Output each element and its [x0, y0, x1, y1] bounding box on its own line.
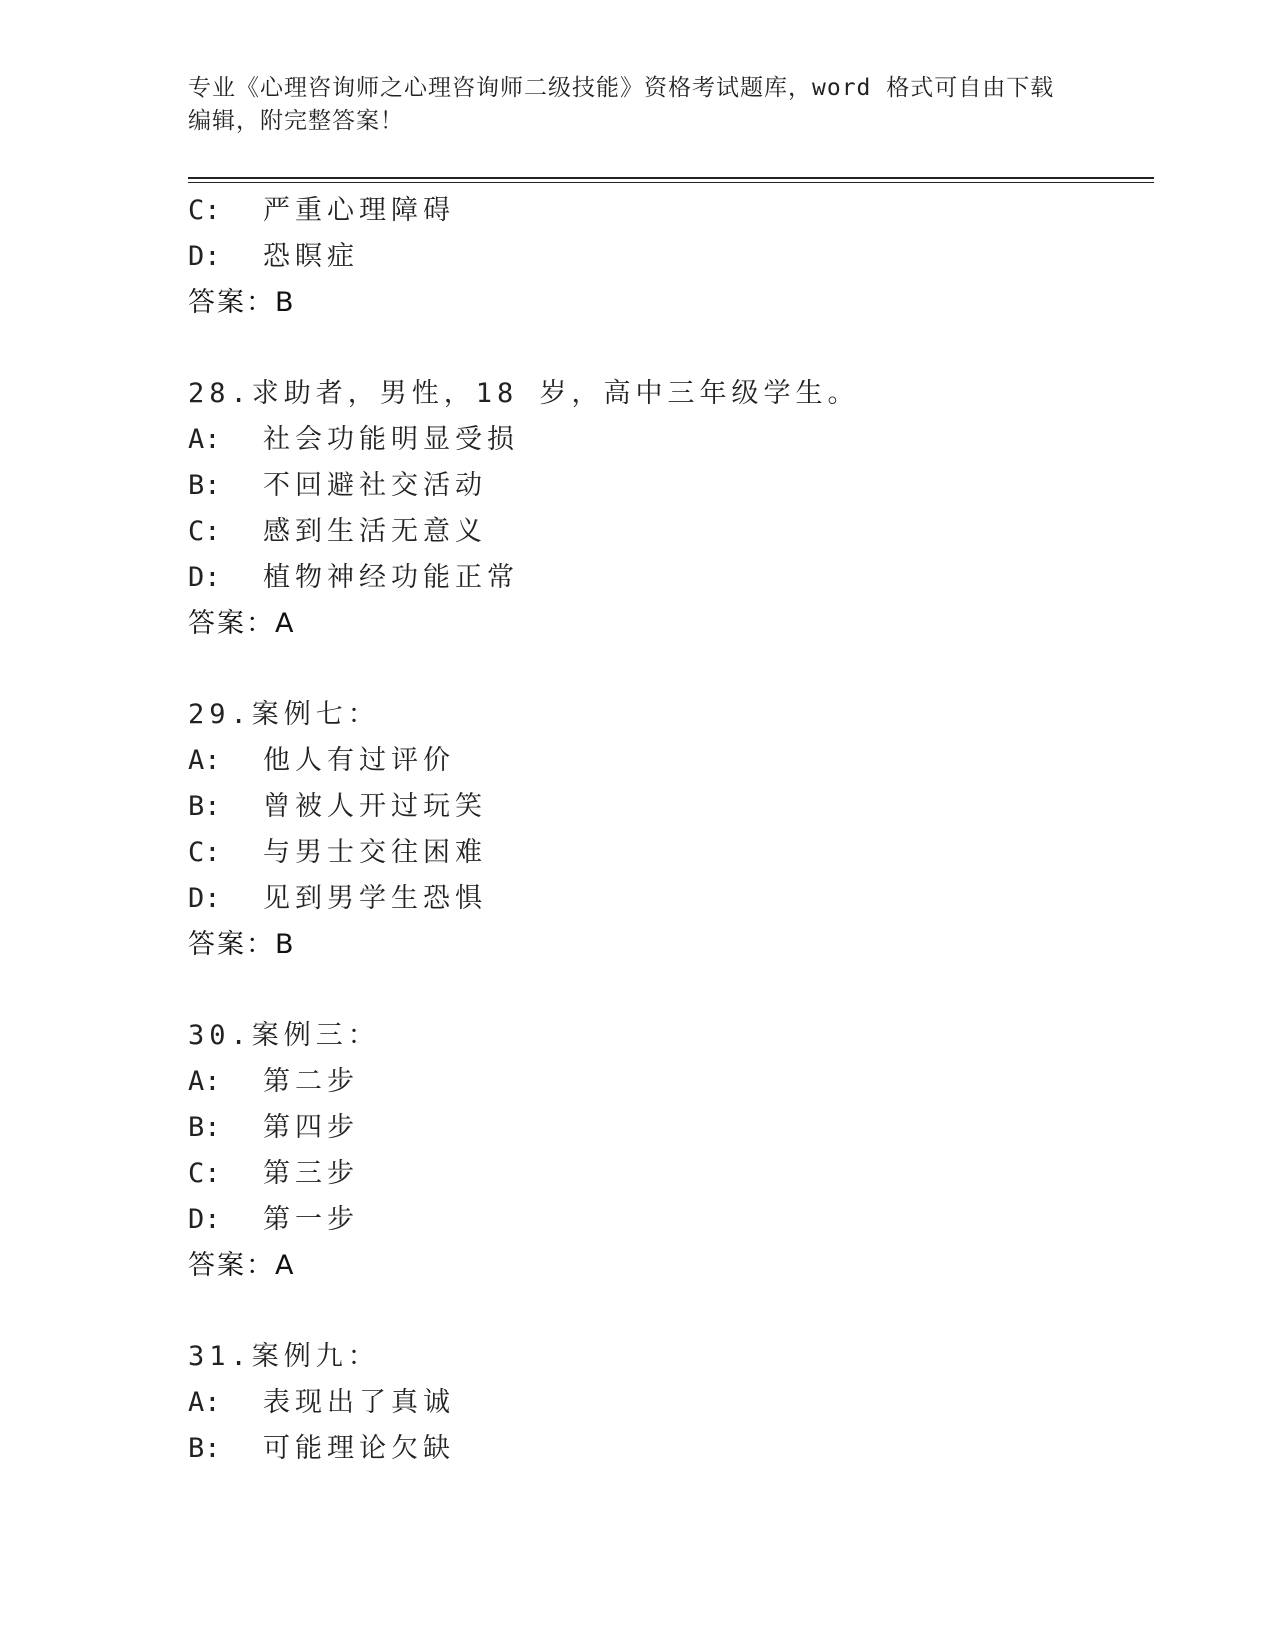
option-text: 见到男学生恐惧: [263, 883, 488, 914]
question-stem: 29.案例七：: [188, 699, 380, 730]
option-text: 恐瞑症: [263, 241, 360, 272]
option-text: 不回避社交活动: [263, 470, 488, 501]
header-line-2: 编辑，附完整答案！: [188, 108, 404, 134]
answer-line: 答案：A: [188, 1250, 296, 1281]
answer-line: 答案：B: [188, 287, 296, 318]
answer-line: 答案：A: [188, 608, 296, 639]
option-text: 他人有过评价: [263, 745, 456, 776]
option-c: [188, 830, 1148, 876]
option-letter: B:: [188, 1433, 221, 1464]
question-30: [188, 1013, 1148, 1289]
option-b: [188, 1426, 1148, 1472]
option-letter: A:: [188, 424, 221, 455]
option-text: 与男士交往困难: [263, 837, 488, 868]
question-31: [188, 1334, 1148, 1472]
option-text: 表现出了真诚: [263, 1387, 456, 1418]
question-list: [188, 188, 1148, 1472]
option-text: 可能理论欠缺: [263, 1433, 456, 1464]
question-29: [188, 692, 1148, 968]
option-letter: C:: [188, 195, 221, 226]
option-letter: A:: [188, 1387, 221, 1418]
option-letter: A:: [188, 1066, 221, 1097]
header-divider-thick: [188, 177, 1154, 179]
option-text: 感到生活无意义: [263, 516, 488, 547]
spacer: [188, 1289, 1148, 1334]
continued-question: [188, 188, 1148, 326]
option-c: [188, 1151, 1148, 1197]
option-letter: A:: [188, 745, 221, 776]
option-a: [188, 738, 1148, 784]
option-text: 社会功能明显受损: [263, 424, 520, 455]
header-divider-thin: [188, 182, 1154, 183]
option-text: 第一步: [263, 1204, 360, 1235]
option-c: [188, 509, 1148, 555]
option-b: [188, 463, 1148, 509]
option-b: [188, 1105, 1148, 1151]
option-letter: C:: [188, 837, 221, 868]
option-b: [188, 784, 1148, 830]
page-header: [188, 72, 1088, 138]
option-letter: D:: [188, 562, 221, 593]
option-letter: B:: [188, 791, 221, 822]
option-letter: D:: [188, 883, 221, 914]
spacer: [188, 968, 1148, 1013]
option-d: [188, 234, 1148, 280]
option-letter: D:: [188, 241, 221, 272]
option-text: 第二步: [263, 1066, 360, 1097]
option-c: [188, 188, 1148, 234]
answer-line: 答案：B: [188, 929, 296, 960]
option-d: [188, 1197, 1148, 1243]
option-a: [188, 1059, 1148, 1105]
option-text: 曾被人开过玩笑: [263, 791, 488, 822]
option-text: 植物神经功能正常: [263, 562, 520, 593]
question-stem: 30.案例三：: [188, 1020, 380, 1051]
option-letter: D:: [188, 1204, 221, 1235]
option-a: [188, 417, 1148, 463]
option-letter: C:: [188, 1158, 221, 1189]
option-letter: C:: [188, 516, 221, 547]
question-28: [188, 371, 1148, 647]
option-d: [188, 555, 1148, 601]
option-d: [188, 876, 1148, 922]
header-line-1: 专业《心理咨询师之心理咨询师二级技能》资格考试题库，word 格式可自由下载: [188, 75, 1055, 101]
option-text: 第四步: [263, 1112, 360, 1143]
option-text: 严重心理障碍: [263, 195, 456, 226]
question-stem: 31.案例九：: [188, 1341, 380, 1372]
spacer: [188, 326, 1148, 371]
option-letter: B:: [188, 1112, 221, 1143]
question-stem: 28.求助者，男性，18 岁，高中三年级学生。: [188, 378, 860, 409]
option-text: 第三步: [263, 1158, 360, 1189]
option-a: [188, 1380, 1148, 1426]
option-letter: B:: [188, 470, 221, 501]
spacer: [188, 647, 1148, 692]
